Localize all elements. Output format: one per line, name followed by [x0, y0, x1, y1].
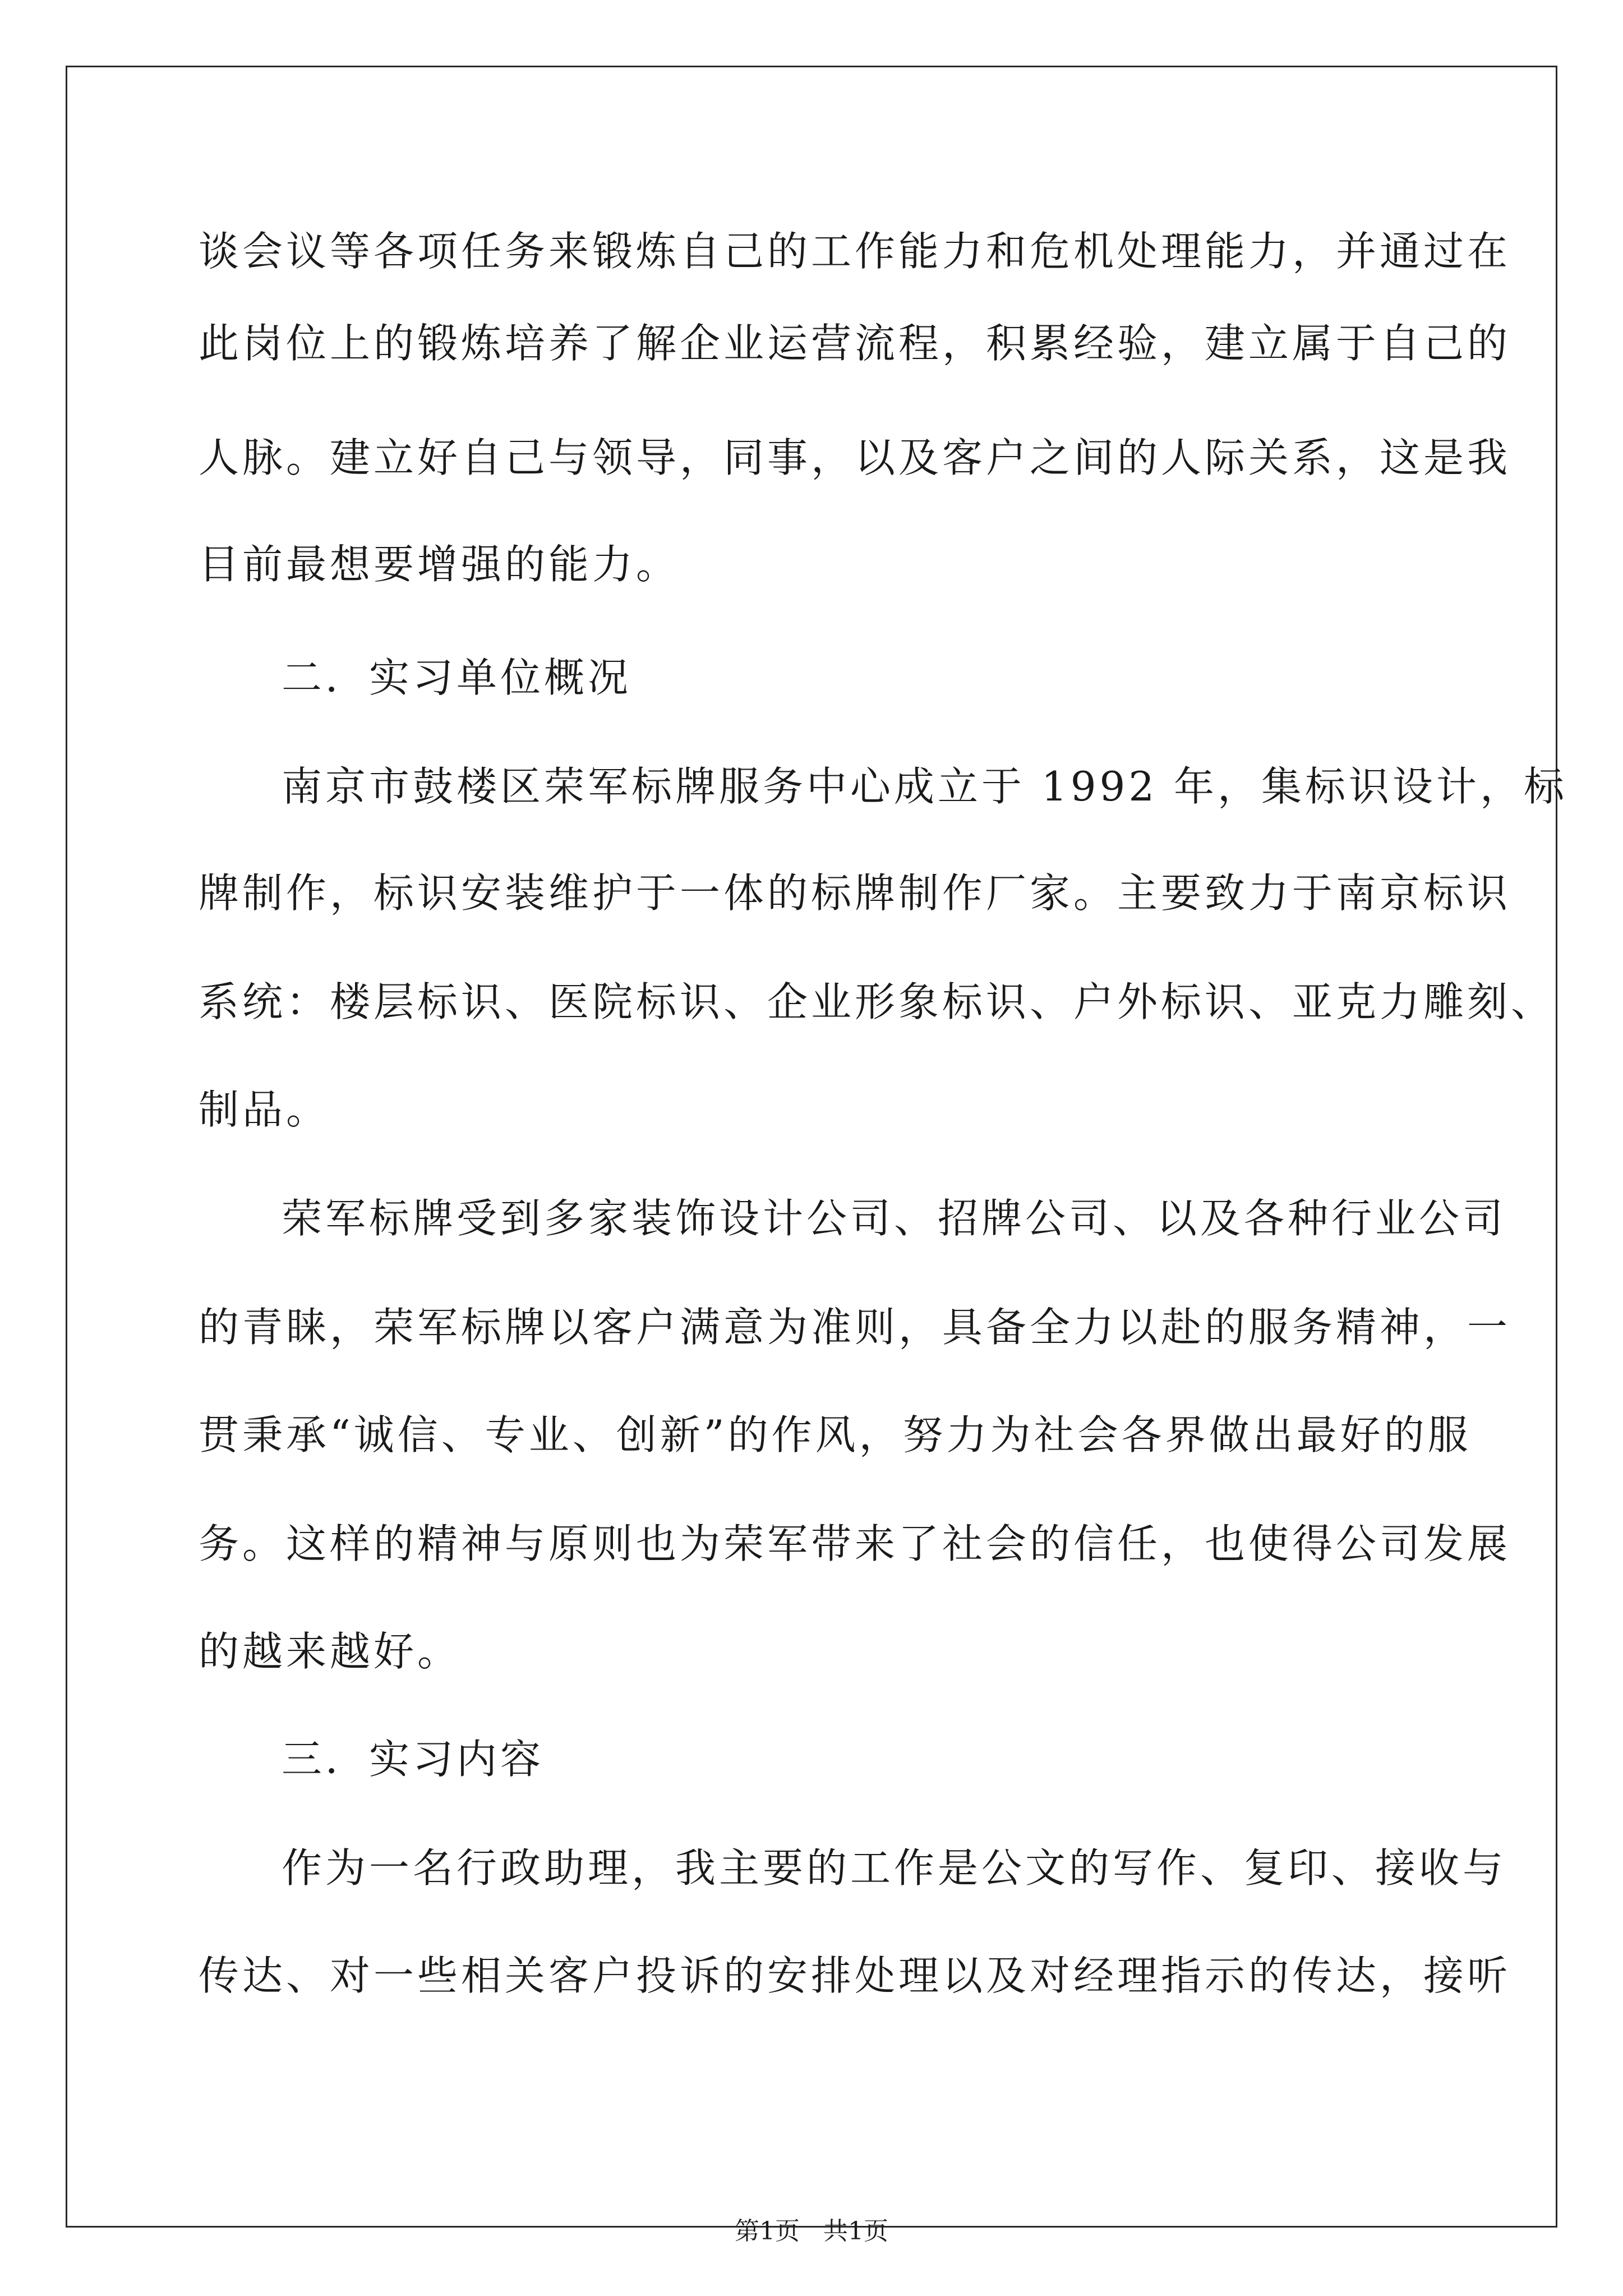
page-number-footer: 第1页 共1页: [735, 2217, 888, 2246]
page-border: [66, 66, 1557, 2228]
body-line: 系统：楼层标识、医院标识、企业形象标识、户外标识、亚克力雕刻、: [199, 978, 1555, 1025]
body-line: 南京市鼓楼区荣军标牌服务中心成立于 1992 年，集标识设计，标: [282, 763, 1568, 810]
body-line: 谈会议等各项任务来锻炼自己的工作能力和危机处理能力，并通过在: [199, 228, 1511, 275]
body-line: 的越来越好。: [199, 1628, 462, 1675]
body-line: 此岗位上的锻炼培养了解企业运营流程，积累经验，建立属于自己的: [199, 320, 1511, 367]
body-line: 贯秉承“诚信、专业、创新”的作风，努力为社会各界做出最好的服: [199, 1411, 1472, 1458]
body-line: 目前最想要增强的能力。: [199, 541, 680, 588]
body-line: 传达、对一些相关客户投诉的安排处理以及对经理指示的传达，接听: [199, 1952, 1511, 1999]
body-line: 荣军标牌受到多家装饰设计公司、招牌公司、以及各种行业公司: [282, 1195, 1507, 1242]
section-heading: 二．实习单位概况: [282, 654, 632, 701]
section-heading: 三．实习内容: [282, 1736, 545, 1783]
body-line: 务。这样的精神与原则也为荣军带来了社会的信任，也使得公司发展: [199, 1520, 1511, 1567]
body-line: 的青睐，荣军标牌以客户满意为准则，具备全力以赴的服务精神，一: [199, 1304, 1511, 1351]
body-line: 制品。: [199, 1086, 330, 1133]
body-line: 人脉。建立好自己与领导，同事，以及客户之间的人际关系，这是我: [199, 434, 1511, 481]
body-line: 作为一名行政助理，我主要的工作是公文的写作、复印、接收与: [282, 1844, 1507, 1892]
body-line: 牌制作，标识安装维护于一体的标牌制作厂家。主要致力于南京标识: [199, 869, 1511, 917]
